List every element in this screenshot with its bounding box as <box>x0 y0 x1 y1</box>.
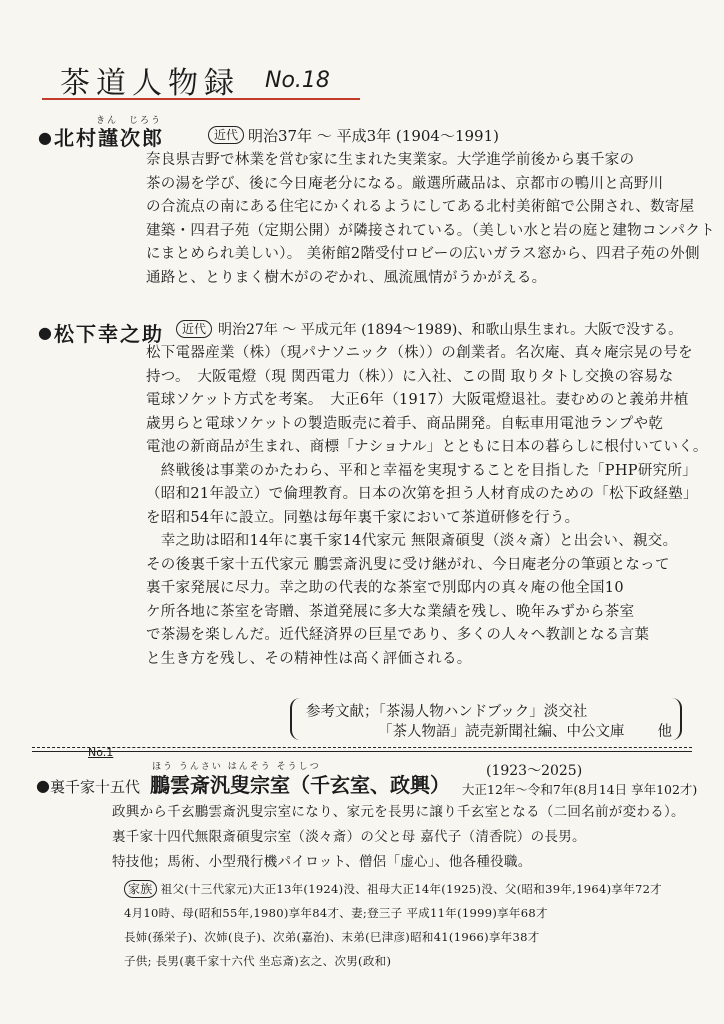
body-line: 4月10時、母(昭和55年,1980)享年84才、妻;登三子 平成11年(1999)享年68才 <box>124 906 548 920</box>
body-line: 電球ソケット方式を考案。 大正6年（1917）大阪電燈退社。妻むめのと義弟井植 <box>146 392 689 408</box>
bullet-icon: ● <box>36 776 50 795</box>
bullet-icon: ● <box>38 323 52 342</box>
section-divider <box>32 751 692 752</box>
entry-dates: (1923～2025) <box>486 763 583 779</box>
entry-body <box>146 342 708 671</box>
body-line: 奈良県吉野で林業を営む家に生まれた実業家。大学進学前後から裏千家の <box>146 152 635 168</box>
body-line: 幸之助は昭和14年に裏千家14代家元 無限斎碩叟（淡々斎）と出会い、親交。 <box>146 533 678 549</box>
page-number: No.18 <box>265 68 330 93</box>
family-section <box>124 877 662 973</box>
entry-no-label: No.1 <box>88 746 114 759</box>
body-line: 裏千家十四代無限斎碩叟宗室（淡々斎）の父と母 嘉代子（清香院）の長男。 <box>112 829 586 845</box>
entry-body <box>146 149 715 290</box>
body-line: 持つ。 大阪電燈（現 関西電力（株））に入社、この間 取りタトし交換の容易な <box>146 368 674 385</box>
body-line: を昭和54年に設立。同塾は毎年裏千家において茶道研修を行う。 <box>146 509 580 526</box>
body-line: にまとめられ美しい）。 美術館2階受付ロビーの広いガラス窓から、四君子苑の外側 <box>146 246 700 262</box>
references-line: 「茶人物語」読売新聞社編、中公文庫 <box>378 724 625 740</box>
body-line: 祖父(十三代家元)大正13年(1924)没、祖母大正14年(1925)没、父(昭和39年,1964)享年72才 <box>160 882 662 896</box>
body-line: ケ所各地に茶室を寄贈、茶道発展に多大な業績を残し、晩年みずから茶室 <box>146 603 635 620</box>
body-line: 長姉(孫栄子)、次姉(良子)、次弟(嘉治)、末弟(巳津彦)昭和41(1966)享年38才 <box>124 930 540 944</box>
entry-name: 松下幸之助 <box>54 322 164 346</box>
body-line: 終戦後は事業のかたわら、平和と幸福を実現することを目指した「PHP研究所」 <box>146 462 698 479</box>
body-line: 特技他；馬術、小型飛行機パイロット、僧侶「虚心」、他各種役職。 <box>112 854 532 870</box>
body-line: 歳男らと電球ソケットの製造販売に着手、商品開発。自転車用電池ランプや乾 <box>146 415 664 432</box>
references-other: 他 <box>657 724 672 740</box>
body-line: 通路と、とりまく樹木がのぞかれ、風流風情がうかがえる。 <box>146 269 547 286</box>
body-line: 裏千家発展に尽力。幸之助の代表的な茶室で別邸内の真々庵の他全国10 <box>146 580 624 596</box>
entry-name: 鵬雲斎汎叟宗室（千玄室、政興） <box>150 773 450 797</box>
era-tag: 近代 <box>176 320 212 338</box>
body-line: の合流点の南にある住宅にかくれるようにしてある北村美術館で公開され、数寄屋 <box>146 199 695 215</box>
body-line: その後裏千家十五代家元 鵬雲斎汎叟に受け継がれ、今日庵老分の筆頭となって <box>146 556 670 573</box>
entry-body <box>112 800 685 875</box>
references-box <box>290 698 682 740</box>
body-line: 松下電器産業（株）（現パナソニック（株））の創業者。名次庵、真々庵宗晃の号を <box>146 345 693 361</box>
era-tag: 近代 <box>208 126 244 144</box>
body-line: と生き方を残し、その精神性は高く評価される。 <box>146 650 472 667</box>
body-line: 建築・四君子苑（定期公開）が隣接されている。（美しい水と岩の庭と建物コンパクト <box>146 222 715 239</box>
section-divider <box>32 747 692 748</box>
entry-era-line: 大正12年～令和7年(8月14日 享年102才) <box>462 782 698 797</box>
body-line: （昭和21年設立）で倫理教育。日本の次第を担う人材育成のための「松下政経塾」 <box>146 486 698 502</box>
entry-name: 北村謹次郎 <box>54 126 164 150</box>
body-line: 茶の湯を学び、後に今日庵老分になる。厳選所蔵品は、京都市の鴨川と高野川 <box>146 175 664 192</box>
entry-dates: 明治37年 ～ 平成3年 (1904～1991) <box>248 127 499 145</box>
body-line: 子供; 長男(裏千家十六代 坐忘斎)玄之、次男(政和) <box>124 954 392 968</box>
family-tag: 家族 <box>124 880 157 898</box>
name-furigana: きん じろう <box>96 116 163 126</box>
entry-dates: 明治27年 ～ 平成元年 (1894～1989)、和歌山県生まれ。大阪で没する。 <box>218 322 683 338</box>
references-line: 参考文献；「茶湯人物ハンドブック」淡交社 <box>306 704 588 720</box>
name-furigana: ほう うんさい はんそう そうしつ <box>152 762 321 772</box>
body-line: 電池の新商品が生まれ、商標「ナショナル」とともに日本の暮らしに根付いていく。 <box>146 439 708 455</box>
page-title: 茶道人物録 <box>60 66 240 101</box>
entry-lineage: 裏千家十五代 <box>50 778 141 796</box>
body-line: 政興から千玄鵬雲斎汎叟宗室になり、家元を長男に譲り千玄室となる（二回名前が変わる）。 <box>112 804 685 820</box>
bullet-icon: ● <box>38 128 52 147</box>
title-underline <box>42 98 360 100</box>
body-line: で茶湯を楽しんだ。近代経済界の巨星であり、多くの人々へ教訓となる言葉 <box>146 627 650 643</box>
